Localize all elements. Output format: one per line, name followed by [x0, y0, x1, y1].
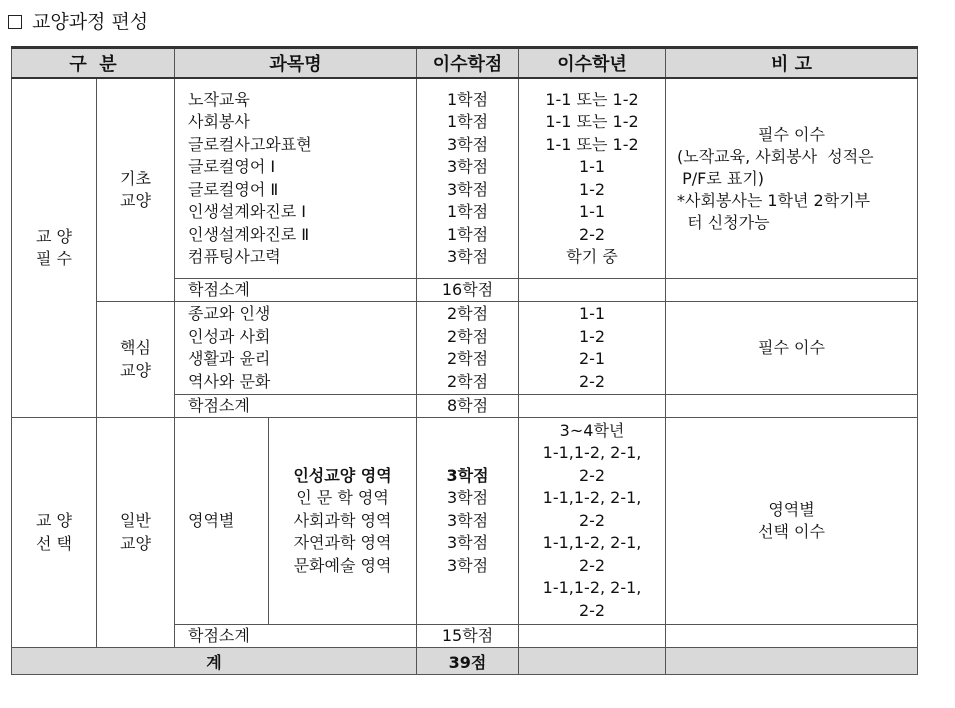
list-item: 2학점: [446, 371, 489, 391]
list-item: 컴퓨팅사고력: [188, 247, 281, 266]
list-item: 인성교양 영역: [293, 465, 392, 485]
list-item: 3학점: [446, 510, 489, 530]
list-item: 인생설계와진로 Ⅰ: [188, 202, 306, 221]
list-item: 1-1,1-2, 2-1,: [542, 578, 642, 598]
list-item: 1학점: [446, 202, 489, 221]
general-label-text: 일반 교양: [120, 511, 151, 553]
list-item: 2학점: [446, 304, 489, 323]
list-item: 사회과학 영역: [293, 510, 392, 530]
list-item: 2-2: [578, 371, 606, 391]
general-note: 영역별 선택 이수: [666, 418, 918, 625]
basic-course-list: [175, 78, 417, 279]
header-credits: 이수학점: [417, 48, 519, 79]
general-area-list: [269, 418, 417, 625]
header-year: 이수학년: [519, 48, 666, 79]
empty-cell: [666, 625, 918, 648]
general-label: [97, 418, 175, 648]
list-item: 생활과 윤리: [188, 349, 271, 368]
empty-cell: [519, 625, 666, 648]
header-course: 과목명: [175, 48, 417, 79]
elective-label-text: 교 양 선 택: [36, 511, 72, 553]
list-item: 1학점: [446, 224, 489, 244]
list-item: 인성과 사회: [188, 326, 271, 346]
list-item: 1-1,1-2, 2-1,: [542, 533, 642, 553]
list-item: 1-1,1-2, 2-1,: [542, 488, 642, 508]
list-item: 3학점: [446, 134, 489, 154]
list-item: 3학점: [446, 555, 489, 575]
elective-label: [12, 418, 97, 648]
list-item: 학기 중: [566, 247, 618, 266]
list-item: 3학점: [446, 247, 489, 266]
general-credit-list: [417, 418, 519, 625]
basic-subtotal-label: 학점소계: [175, 279, 417, 302]
note-line: *사회봉사는 1학년 2학기부: [677, 190, 871, 210]
section-title-text: 교양과정 편성: [32, 11, 149, 33]
required-label-text: 교 양 필 수: [36, 226, 72, 268]
list-item: 1-1: [578, 304, 606, 323]
list-item: 글로컬사고와표현: [188, 134, 312, 154]
note-line: (노작교육, 사회봉사 성적은: [677, 146, 874, 166]
list-item: 인생설계와진로 Ⅱ: [188, 224, 310, 244]
note-line: P/F로 표기): [677, 168, 765, 188]
empty-cell: [519, 648, 666, 675]
core-credit-list: [417, 302, 519, 395]
general-subtotal-label: 학점소계: [175, 625, 417, 648]
list-item: 사회봉사: [188, 112, 250, 131]
header-note: 비 고: [666, 48, 918, 79]
core-label-text: 핵심 교양: [120, 338, 151, 380]
list-item: 글로컬영어 Ⅰ: [188, 157, 276, 176]
empty-cell: [519, 279, 666, 302]
general-subtotal-value: 15학점: [417, 625, 519, 648]
list-item: 종교와 인생: [188, 304, 271, 323]
curriculum-table: [11, 46, 918, 675]
basic-label: [97, 78, 175, 302]
list-item: 2학점: [446, 326, 489, 346]
list-item: 3~4학년: [559, 420, 625, 440]
basic-year-list: [519, 78, 666, 279]
list-item: 1-2: [578, 326, 606, 346]
list-item: 3학점: [446, 179, 489, 199]
list-item: 2학점: [446, 349, 489, 368]
list-item: 노작교육: [188, 89, 250, 109]
list-item: 자연과학 영역: [293, 533, 392, 553]
general-year-list: [519, 418, 666, 625]
list-item: 문화예술 영역: [293, 555, 392, 575]
basic-label-text: 기초 교양: [120, 168, 151, 210]
list-item: 1-1,1-2, 2-1,: [542, 443, 642, 463]
checkbox-square-icon: [8, 15, 22, 29]
empty-cell: [666, 395, 918, 418]
core-note: 필수 이수: [666, 302, 918, 395]
list-item: 1-1 또는 1-2: [545, 112, 639, 131]
total-label: 계: [12, 648, 417, 675]
list-item: 인 문 학 영역: [296, 488, 389, 508]
list-item: 2-2: [578, 510, 606, 530]
list-item: 2-1: [578, 349, 606, 368]
list-item: 2-2: [578, 465, 606, 485]
table-row-basic: [12, 78, 918, 279]
list-item: 1-1 또는 1-2: [545, 89, 639, 109]
empty-cell: [666, 648, 918, 675]
list-item: 1-2: [578, 179, 606, 199]
total-value: 39점: [417, 648, 519, 675]
table-row-total: [12, 648, 918, 675]
list-item: 2-2: [578, 224, 606, 244]
note-line: 터 신청가능: [677, 212, 770, 232]
list-item: 1-1: [578, 157, 606, 176]
core-subtotal-label: 학점소계: [175, 395, 417, 418]
basic-credit-list: [417, 78, 519, 279]
table-row-core: [12, 302, 918, 395]
required-label: [12, 78, 97, 418]
basic-note: [666, 78, 918, 279]
core-subtotal-value: 8학점: [417, 395, 519, 418]
list-item: 2-2: [578, 600, 606, 620]
basic-subtotal-value: 16학점: [417, 279, 519, 302]
list-item: 1-1 또는 1-2: [545, 134, 639, 154]
list-item: 1-1: [578, 202, 606, 221]
core-year-list: [519, 302, 666, 395]
general-area-label: 영역별: [175, 418, 269, 625]
core-course-list: [175, 302, 417, 395]
section-title: [8, 8, 148, 36]
header-division: 구 분: [12, 48, 175, 79]
empty-cell: [666, 279, 918, 302]
list-item: 3학점: [446, 157, 489, 176]
list-item: 3학점: [446, 488, 489, 508]
note-line: 필수 이수: [758, 124, 825, 144]
empty-cell: [519, 395, 666, 418]
list-item: 글로컬영어 Ⅱ: [188, 179, 279, 199]
list-item: 3학점: [446, 465, 489, 485]
header-row: [12, 48, 918, 79]
list-item: 2-2: [578, 555, 606, 575]
core-label: [97, 302, 175, 418]
list-item: 1학점: [446, 112, 489, 131]
list-item: 역사와 문화: [188, 371, 271, 391]
list-item: 3학점: [446, 533, 489, 553]
table-row-general: [12, 418, 918, 625]
list-item: 1학점: [446, 89, 489, 109]
